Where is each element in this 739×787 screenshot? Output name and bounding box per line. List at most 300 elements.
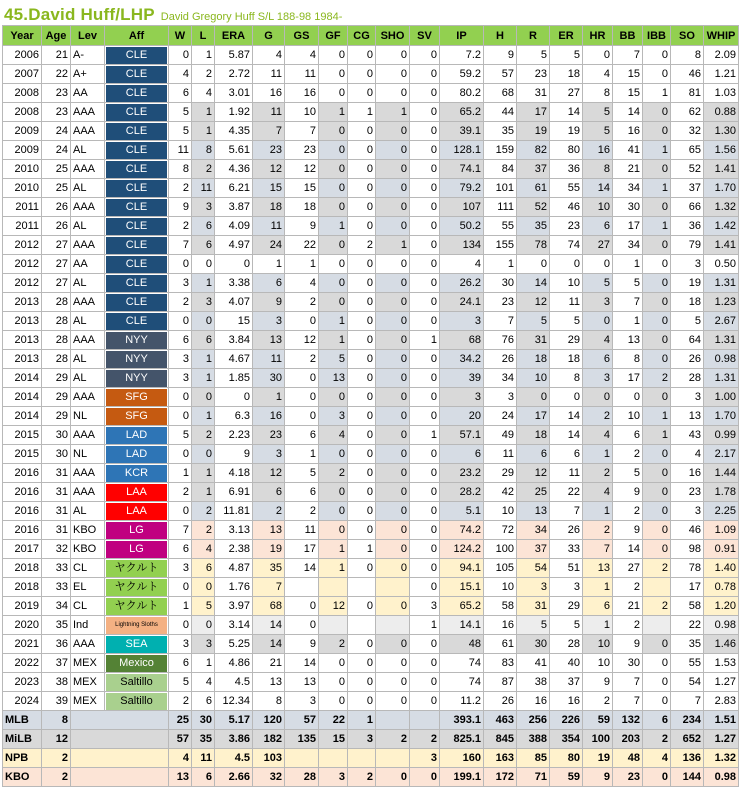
col-header-age: Age — [42, 26, 71, 46]
total-l: 11 — [192, 749, 215, 768]
total-sv: 2 — [410, 730, 440, 749]
cell-w: 4 — [169, 65, 192, 84]
cell-l: 1 — [192, 369, 215, 388]
cell-sv: 0 — [410, 673, 440, 692]
cell-er: 51 — [550, 559, 583, 578]
cell-so: 78 — [671, 559, 704, 578]
cell-er: 27 — [550, 84, 583, 103]
cell-age: 31 — [42, 521, 71, 540]
cell-sho: 0 — [376, 559, 410, 578]
cell-year: 2011 — [3, 198, 42, 217]
cell-r: 18 — [517, 350, 550, 369]
cell-bb: 7 — [613, 673, 643, 692]
cell-er: 80 — [550, 141, 583, 160]
cell-ip: 79.2 — [440, 179, 484, 198]
team-badge: CLE — [106, 237, 167, 254]
cell-gf: 4 — [319, 426, 348, 445]
cell-gs: 12 — [285, 331, 319, 350]
cell-ip: 4 — [440, 255, 484, 274]
table-row — [3, 350, 739, 369]
team-badge: LAD — [106, 446, 167, 463]
cell-ibb: 1 — [643, 179, 671, 198]
cell-era: 4.36 — [215, 160, 253, 179]
player-title: 45.David Huff/LHP — [4, 5, 155, 24]
cell-sv: 0 — [410, 122, 440, 141]
total-so: 136 — [671, 749, 704, 768]
total-so: 144 — [671, 768, 704, 787]
cell-ibb: 0 — [643, 502, 671, 521]
cell-age: 39 — [42, 692, 71, 711]
total-bb: 203 — [613, 730, 643, 749]
cell-l: 1 — [192, 407, 215, 426]
cell-so: 54 — [671, 673, 704, 692]
cell-g: 11 — [253, 217, 285, 236]
cell-gf: 0 — [319, 502, 348, 521]
header-row — [3, 26, 739, 46]
cell-lev: AL — [71, 369, 105, 388]
cell-gs: 2 — [285, 502, 319, 521]
cell-whip: 1.46 — [704, 635, 739, 654]
cell-year: 2019 — [3, 597, 42, 616]
cell-aff — [105, 179, 169, 198]
cell-l: 1 — [192, 483, 215, 502]
cell-h: 55 — [484, 217, 517, 236]
cell-lev: AAA — [71, 388, 105, 407]
cell-aff — [105, 46, 169, 65]
cell-w: 3 — [169, 369, 192, 388]
cell-cg: 0 — [348, 274, 376, 293]
cell-h: 155 — [484, 236, 517, 255]
cell-bb: 41 — [613, 141, 643, 160]
cell-g: 14 — [253, 635, 285, 654]
total-er: 59 — [550, 768, 583, 787]
cell-era: 5.61 — [215, 141, 253, 160]
cell-w: 3 — [169, 635, 192, 654]
cell-l: 3 — [192, 293, 215, 312]
cell-l: 5 — [192, 597, 215, 616]
cell-gs: 6 — [285, 426, 319, 445]
cell-l: 4 — [192, 540, 215, 559]
total-sv: 3 — [410, 749, 440, 768]
cell-h: 11 — [484, 445, 517, 464]
cell-lev: NL — [71, 445, 105, 464]
cell-gf: 1 — [319, 540, 348, 559]
cell-age: 31 — [42, 464, 71, 483]
cell-year: 2018 — [3, 578, 42, 597]
title-row — [0, 0, 700, 25]
cell-g: 11 — [253, 350, 285, 369]
cell-age: 23 — [42, 103, 71, 122]
cell-sho: 0 — [376, 407, 410, 426]
cell-h: 29 — [484, 464, 517, 483]
cell-aff — [105, 236, 169, 255]
cell-hr: 5 — [583, 274, 613, 293]
cell-h: 30 — [484, 274, 517, 293]
cell-ip: 34.2 — [440, 350, 484, 369]
total-w: 13 — [169, 768, 192, 787]
cell-w: 5 — [169, 122, 192, 141]
cell-er: 10 — [550, 274, 583, 293]
cell-gs: 11 — [285, 65, 319, 84]
cell-ip: 15.1 — [440, 578, 484, 597]
cell-so: 23 — [671, 483, 704, 502]
cell-lev: AAA — [71, 464, 105, 483]
cell-whip: 1.70 — [704, 407, 739, 426]
cell-whip: 1.41 — [704, 236, 739, 255]
cell-age: 23 — [42, 84, 71, 103]
total-ip: 160 — [440, 749, 484, 768]
cell-aff — [105, 616, 169, 635]
cell-whip: 1.23 — [704, 293, 739, 312]
cell-gs: 22 — [285, 236, 319, 255]
total-ibb: 4 — [643, 749, 671, 768]
total-era: 2.66 — [215, 768, 253, 787]
cell-age: 31 — [42, 502, 71, 521]
cell-g: 16 — [253, 84, 285, 103]
team-badge: NYY — [106, 332, 167, 349]
cell-cg: 0 — [348, 179, 376, 198]
cell-age: 25 — [42, 179, 71, 198]
cell-sho: 0 — [376, 635, 410, 654]
cell-g: 8 — [253, 692, 285, 711]
cell-lev: MEX — [71, 673, 105, 692]
cell-h: 26 — [484, 350, 517, 369]
cell-gs: 0 — [285, 616, 319, 635]
cell-age: 26 — [42, 217, 71, 236]
col-header-sv: SV — [410, 26, 440, 46]
total-era: 5.17 — [215, 711, 253, 730]
cell-r: 31 — [517, 84, 550, 103]
cell-r: 12 — [517, 293, 550, 312]
cell-so: 5 — [671, 312, 704, 331]
cell-g: 18 — [253, 198, 285, 217]
cell-g: 3 — [253, 312, 285, 331]
table-row — [3, 236, 739, 255]
cell-era: 4.67 — [215, 350, 253, 369]
cell-hr: 0 — [583, 388, 613, 407]
cell-ibb: 0 — [643, 654, 671, 673]
cell-ibb: 0 — [643, 483, 671, 502]
cell-bb: 21 — [613, 597, 643, 616]
cell-hr: 3 — [583, 369, 613, 388]
cell-sv: 1 — [410, 426, 440, 445]
cell-gs: 3 — [285, 692, 319, 711]
total-whip: 1.51 — [704, 711, 739, 730]
cell-aff — [105, 274, 169, 293]
table-row — [3, 445, 739, 464]
total-ibb: 6 — [643, 711, 671, 730]
cell-lev: AAA — [71, 293, 105, 312]
table-row — [3, 559, 739, 578]
cell-year: 2016 — [3, 464, 42, 483]
cell-hr: 5 — [583, 122, 613, 141]
cell-sv: 0 — [410, 65, 440, 84]
cell-era: 3.14 — [215, 616, 253, 635]
cell-so: 32 — [671, 122, 704, 141]
cell-r: 31 — [517, 331, 550, 350]
total-hr: 100 — [583, 730, 613, 749]
cell-r: 5 — [517, 616, 550, 635]
totals-blank — [71, 730, 169, 749]
cell-er: 8 — [550, 369, 583, 388]
cell-sv: 0 — [410, 217, 440, 236]
cell-cg: 0 — [348, 502, 376, 521]
cell-aff — [105, 141, 169, 160]
team-badge: Lightning Sloths — [106, 617, 167, 634]
cell-lev: Ind — [71, 616, 105, 635]
cell-cg — [348, 578, 376, 597]
col-header-hr: HR — [583, 26, 613, 46]
cell-so: 55 — [671, 654, 704, 673]
cell-r: 5 — [517, 312, 550, 331]
total-r: 388 — [517, 730, 550, 749]
cell-g: 68 — [253, 597, 285, 616]
cell-hr: 1 — [583, 502, 613, 521]
cell-sho: 0 — [376, 540, 410, 559]
cell-g: 13 — [253, 673, 285, 692]
cell-lev: AAA — [71, 103, 105, 122]
cell-era: 4.35 — [215, 122, 253, 141]
cell-sho: 0 — [376, 502, 410, 521]
cell-era: 3.87 — [215, 198, 253, 217]
table-row — [3, 540, 739, 559]
cell-ibb: 0 — [643, 312, 671, 331]
cell-h: 7 — [484, 312, 517, 331]
cell-r: 35 — [517, 217, 550, 236]
cell-whip: 2.17 — [704, 445, 739, 464]
table-row — [3, 103, 739, 122]
cell-sho: 0 — [376, 274, 410, 293]
cell-gf — [319, 616, 348, 635]
cell-cg: 0 — [348, 369, 376, 388]
table-row — [3, 274, 739, 293]
cell-aff — [105, 255, 169, 274]
cell-sho: 0 — [376, 122, 410, 141]
cell-l: 2 — [192, 160, 215, 179]
cell-so: 13 — [671, 407, 704, 426]
table-row — [3, 141, 739, 160]
cell-h: 34 — [484, 369, 517, 388]
cell-sv: 0 — [410, 274, 440, 293]
cell-ip: 74 — [440, 673, 484, 692]
cell-gf: 0 — [319, 445, 348, 464]
cell-w: 0 — [169, 407, 192, 426]
cell-cg: 2 — [348, 236, 376, 255]
cell-so: 58 — [671, 597, 704, 616]
cell-lev: NL — [71, 407, 105, 426]
cell-sho: 0 — [376, 692, 410, 711]
cell-era: 1.76 — [215, 578, 253, 597]
team-badge: LG — [106, 522, 167, 539]
cell-sho: 1 — [376, 236, 410, 255]
cell-ip: 74.1 — [440, 160, 484, 179]
cell-ip: 39 — [440, 369, 484, 388]
table-row — [3, 65, 739, 84]
cell-lev: AL — [71, 502, 105, 521]
cell-ibb: 2 — [643, 559, 671, 578]
cell-r: 10 — [517, 369, 550, 388]
cell-h: 35 — [484, 122, 517, 141]
cell-er: 6 — [550, 445, 583, 464]
cell-bb: 9 — [613, 635, 643, 654]
cell-sho: 0 — [376, 331, 410, 350]
cell-gs: 14 — [285, 654, 319, 673]
cell-er: 19 — [550, 122, 583, 141]
cell-sho: 0 — [376, 464, 410, 483]
cell-gf: 5 — [319, 350, 348, 369]
cell-gf: 0 — [319, 521, 348, 540]
cell-er: 0 — [550, 388, 583, 407]
cell-so: 65 — [671, 141, 704, 160]
cell-era: 0 — [215, 388, 253, 407]
cell-bb: 21 — [613, 160, 643, 179]
cell-gs: 6 — [285, 483, 319, 502]
cell-er: 5 — [550, 46, 583, 65]
cell-bb: 13 — [613, 331, 643, 350]
cell-er: 37 — [550, 673, 583, 692]
total-ip: 199.1 — [440, 768, 484, 787]
total-sho — [376, 711, 410, 730]
cell-bb: 30 — [613, 198, 643, 217]
cell-year: 2016 — [3, 483, 42, 502]
cell-er: 18 — [550, 65, 583, 84]
cell-gf: 0 — [319, 179, 348, 198]
cell-lev: AAA — [71, 198, 105, 217]
cell-hr: 2 — [583, 407, 613, 426]
cell-cg: 0 — [348, 255, 376, 274]
cell-l: 2 — [192, 502, 215, 521]
cell-sho: 0 — [376, 673, 410, 692]
cell-gs: 4 — [285, 274, 319, 293]
cell-year: 2008 — [3, 84, 42, 103]
cell-gf: 0 — [319, 65, 348, 84]
cell-cg: 0 — [348, 388, 376, 407]
cell-age: 24 — [42, 141, 71, 160]
team-badge: NYY — [106, 370, 167, 387]
table-row — [3, 464, 739, 483]
cell-year: 2013 — [3, 331, 42, 350]
cell-lev: AAA — [71, 483, 105, 502]
cell-hr: 2 — [583, 464, 613, 483]
cell-sv: 0 — [410, 312, 440, 331]
cell-ibb: 1 — [643, 141, 671, 160]
cell-sv: 0 — [410, 255, 440, 274]
col-header-gs: GS — [285, 26, 319, 46]
cell-aff — [105, 369, 169, 388]
cell-age: 28 — [42, 331, 71, 350]
total-w: 25 — [169, 711, 192, 730]
cell-cg: 0 — [348, 521, 376, 540]
cell-lev: AAA — [71, 426, 105, 445]
cell-aff — [105, 65, 169, 84]
cell-sv: 0 — [410, 84, 440, 103]
cell-age: 27 — [42, 236, 71, 255]
cell-er: 29 — [550, 331, 583, 350]
cell-era: 5.87 — [215, 46, 253, 65]
cell-er: 11 — [550, 293, 583, 312]
cell-whip: 2.83 — [704, 692, 739, 711]
cell-year: 2011 — [3, 217, 42, 236]
cell-lev: AA — [71, 84, 105, 103]
cell-h: 9 — [484, 46, 517, 65]
cell-bb: 14 — [613, 540, 643, 559]
cell-so: 98 — [671, 540, 704, 559]
cell-lev: AAA — [71, 122, 105, 141]
cell-gf: 0 — [319, 198, 348, 217]
team-badge: ヤクルト — [106, 560, 167, 577]
cell-whip: 1.42 — [704, 217, 739, 236]
cell-bb: 15 — [613, 84, 643, 103]
totals-label: KBO — [3, 768, 42, 787]
cell-w: 11 — [169, 141, 192, 160]
total-whip: 0.98 — [704, 768, 739, 787]
cell-r: 78 — [517, 236, 550, 255]
team-badge: CLE — [106, 256, 167, 273]
cell-era: 15 — [215, 312, 253, 331]
team-badge: CLE — [106, 199, 167, 216]
cell-era: 4.09 — [215, 217, 253, 236]
cell-sv: 0 — [410, 483, 440, 502]
cell-gf: 0 — [319, 141, 348, 160]
total-so: 234 — [671, 711, 704, 730]
cell-r: 0 — [517, 388, 550, 407]
cell-so: 43 — [671, 426, 704, 445]
cell-ip: 134 — [440, 236, 484, 255]
cell-g: 13 — [253, 331, 285, 350]
cell-gf: 0 — [319, 293, 348, 312]
cell-sho: 0 — [376, 198, 410, 217]
cell-l: 0 — [192, 445, 215, 464]
cell-bb: 2 — [613, 502, 643, 521]
total-sho: 2 — [376, 730, 410, 749]
cell-h: 10 — [484, 502, 517, 521]
totals-years: 2 — [42, 749, 71, 768]
cell-so: 3 — [671, 388, 704, 407]
cell-w: 2 — [169, 293, 192, 312]
cell-age: 29 — [42, 369, 71, 388]
cell-era: 4.5 — [215, 673, 253, 692]
cell-ibb: 0 — [643, 521, 671, 540]
table-row — [3, 198, 739, 217]
cell-sv: 0 — [410, 521, 440, 540]
cell-era: 1.85 — [215, 369, 253, 388]
cell-gs: 7 — [285, 122, 319, 141]
cell-gs: 17 — [285, 540, 319, 559]
cell-g: 24 — [253, 236, 285, 255]
team-badge: CLE — [106, 123, 167, 140]
cell-so: 7 — [671, 692, 704, 711]
totals-years: 2 — [42, 768, 71, 787]
cell-ibb — [643, 578, 671, 597]
cell-aff — [105, 160, 169, 179]
cell-age: 33 — [42, 578, 71, 597]
cell-w: 6 — [169, 84, 192, 103]
cell-sho: 0 — [376, 84, 410, 103]
table-row — [3, 312, 739, 331]
cell-g: 19 — [253, 540, 285, 559]
cell-gf — [319, 578, 348, 597]
cell-r: 12 — [517, 464, 550, 483]
cell-gf: 0 — [319, 46, 348, 65]
cell-sv: 0 — [410, 103, 440, 122]
cell-er: 29 — [550, 597, 583, 616]
cell-er: 26 — [550, 521, 583, 540]
team-badge: CLE — [106, 66, 167, 83]
cell-so: 52 — [671, 160, 704, 179]
cell-aff — [105, 217, 169, 236]
cell-ip: 39.1 — [440, 122, 484, 141]
table-row — [3, 160, 739, 179]
